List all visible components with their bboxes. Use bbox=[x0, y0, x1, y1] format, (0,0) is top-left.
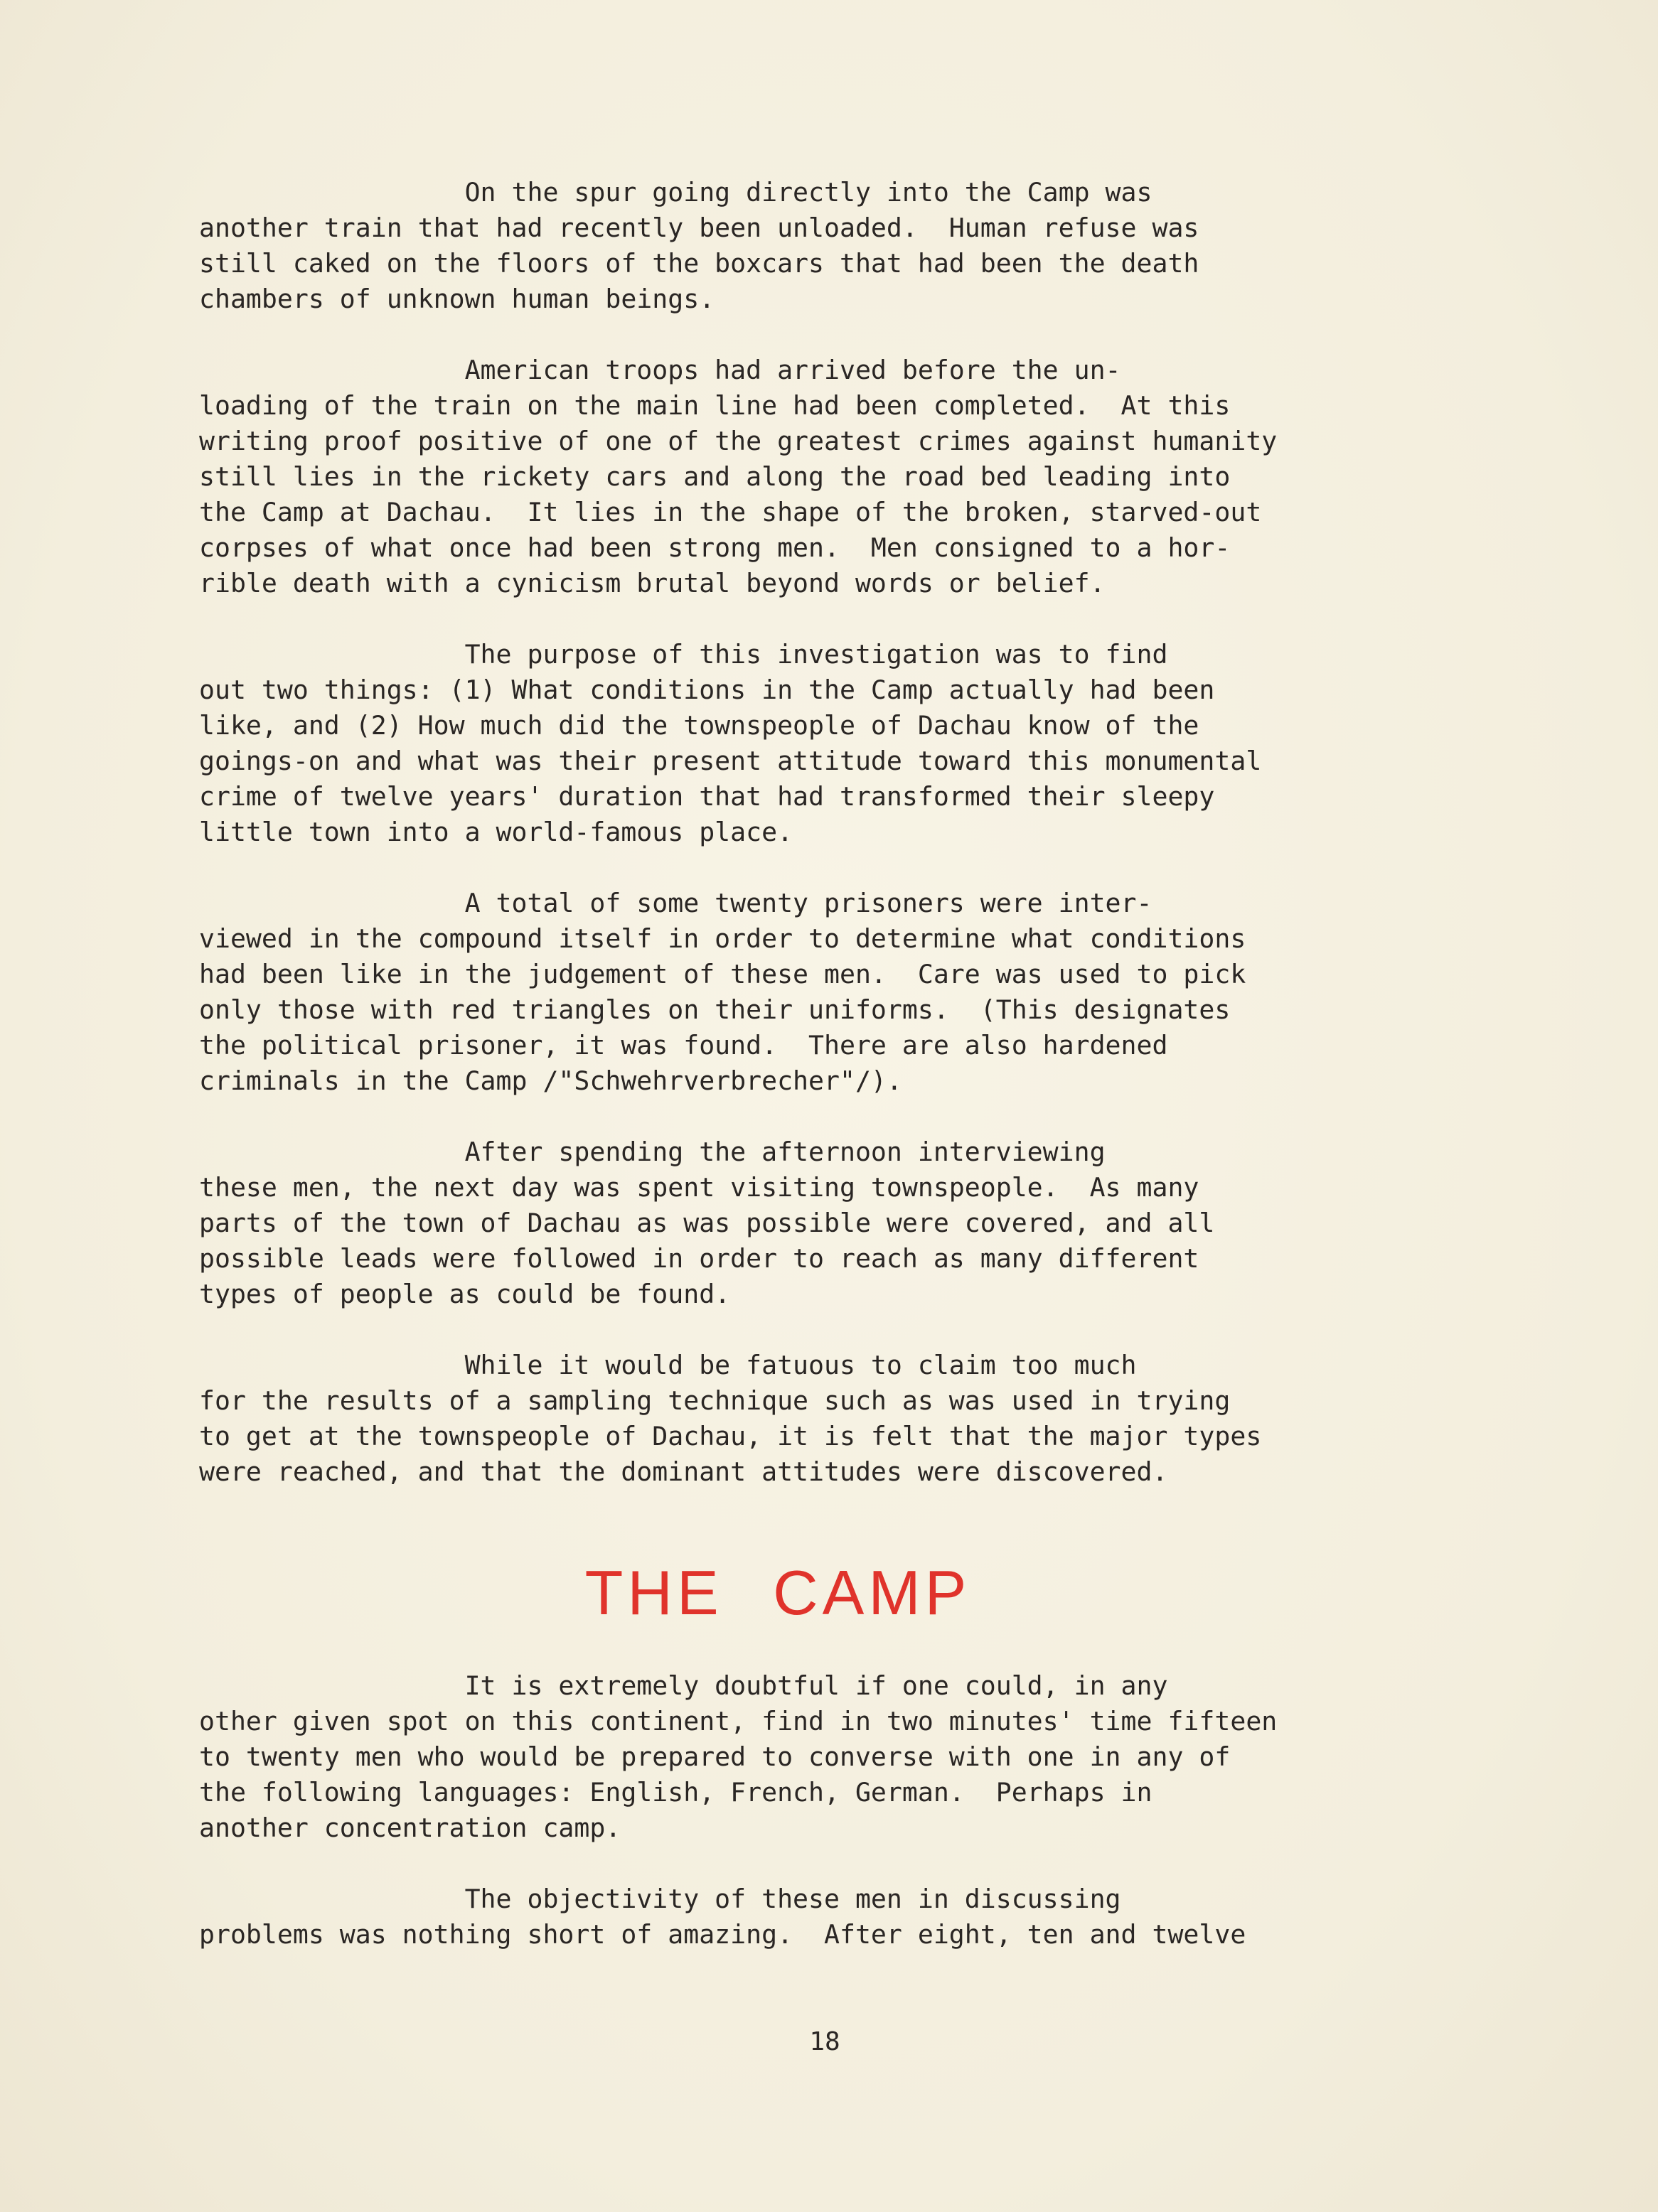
page-number: 18 bbox=[809, 2027, 840, 2056]
text-line: loading of the train on the main line had been completed. At this bbox=[199, 390, 1231, 421]
body-text-bottom bbox=[199, 1668, 1450, 1988]
text-line: rible death with a cynicism brutal beyond words or belief. bbox=[199, 568, 1106, 598]
text-line: possible leads were followed in order to reach as many different bbox=[199, 1243, 1199, 1274]
text-line: another train that had recently been unloaded. Human refuse was bbox=[199, 213, 1199, 243]
text-line: the Camp at Dachau. It lies in the shape of the broken, starved-out bbox=[199, 497, 1262, 527]
text-line: had been like in the judgement of these men. Care was used to pick bbox=[199, 959, 1246, 989]
text-line: A total of some twenty prisoners were inter- bbox=[199, 888, 1152, 918]
body-text-top bbox=[199, 175, 1450, 1525]
text-line: The purpose of this investigation was to find bbox=[199, 639, 1168, 670]
text-line: were reached, and that the dominant attitudes were discovered. bbox=[199, 1456, 1168, 1487]
text-line: only those with red triangles on their uniforms. (This designates bbox=[199, 994, 1231, 1025]
text-line: these men, the next day was spent visiting townspeople. As many bbox=[199, 1172, 1199, 1203]
paragraph-townspeople-visits bbox=[199, 1134, 1450, 1312]
text-line: types of people as could be found. bbox=[199, 1279, 731, 1309]
text-line: After spending the afternoon interviewing bbox=[199, 1137, 1106, 1167]
paragraph-american-troops bbox=[199, 353, 1450, 601]
text-line: little town into a world-famous place. bbox=[199, 817, 793, 847]
paragraph-languages bbox=[199, 1668, 1450, 1846]
paragraph-objectivity bbox=[199, 1881, 1450, 1953]
text-line: On the spur going directly into the Camp was bbox=[199, 177, 1152, 208]
text-line: It is extremely doubtful if one could, in any bbox=[199, 1670, 1168, 1701]
text-line: criminals in the Camp /"Schwehrverbrecher"/). bbox=[199, 1065, 902, 1096]
text-line: crime of twelve years' duration that had transformed their sleepy bbox=[199, 781, 1215, 812]
text-line: viewed in the compound itself in order to determine what conditions bbox=[199, 923, 1246, 954]
paragraph-purpose bbox=[199, 637, 1450, 850]
text-line: still lies in the rickety cars and along the road bed leading into bbox=[199, 461, 1231, 492]
text-line: The objectivity of these men in discussing bbox=[199, 1884, 1121, 1914]
text-line: to get at the townspeople of Dachau, it is felt that the major types bbox=[199, 1421, 1262, 1451]
text-line: writing proof positive of one of the greatest crimes against humanity bbox=[199, 426, 1278, 456]
paragraph-prisoners-interviewed bbox=[199, 886, 1450, 1099]
text-line: another concentration camp. bbox=[199, 1813, 621, 1843]
text-line: chambers of unknown human beings. bbox=[199, 284, 715, 314]
text-line: corpses of what once had been strong men. Men consigned to a hor- bbox=[199, 532, 1231, 563]
text-line: other given spot on this continent, find in two minutes' time fifteen bbox=[199, 1706, 1278, 1736]
text-line: parts of the town of Dachau as was possible were covered, and all bbox=[199, 1208, 1215, 1238]
text-line: the political prisoner, it was found. There are also hardened bbox=[199, 1030, 1168, 1061]
text-line: While it would be fatuous to claim too much bbox=[199, 1350, 1137, 1380]
text-line: still caked on the floors of the boxcars that had been the death bbox=[199, 248, 1199, 279]
text-line: goings-on and what was their present attitude toward this monumental bbox=[199, 746, 1262, 776]
paragraph-spur-train bbox=[199, 175, 1450, 317]
text-line: to twenty men who would be prepared to converse with one in any of bbox=[199, 1741, 1231, 1772]
section-heading: THE CAMP bbox=[584, 1557, 971, 1628]
text-line: out two things: (1) What conditions in the Camp actually had been bbox=[199, 675, 1215, 705]
text-line: for the results of a sampling technique such as was used in trying bbox=[199, 1385, 1231, 1416]
text-line: problems was nothing short of amazing. After eight, ten and twelve bbox=[199, 1919, 1246, 1950]
text-line: like, and (2) How much did the townspeople of Dachau know of the bbox=[199, 710, 1199, 741]
text-line: American troops had arrived before the un- bbox=[199, 355, 1121, 385]
text-line: the following languages: English, French, German. Perhaps in bbox=[199, 1777, 1152, 1808]
paragraph-sampling-technique bbox=[199, 1348, 1450, 1490]
